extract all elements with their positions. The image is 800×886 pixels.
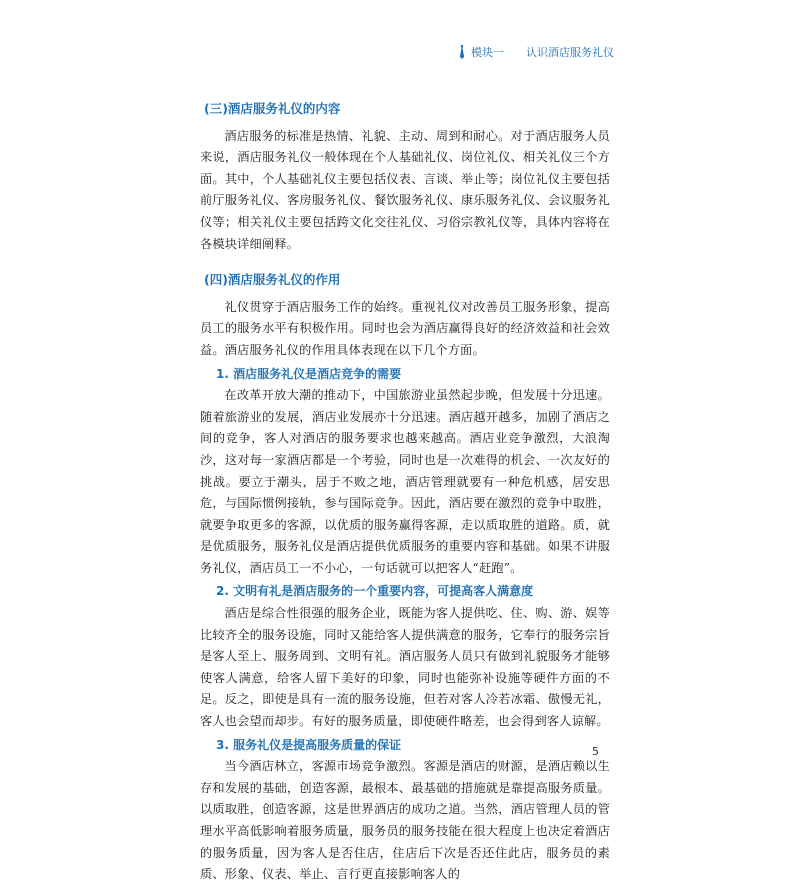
- subsection-3-paragraph: 当今酒店林立，客源市场竞争激烈。客源是酒店的财源，是酒店赖以生存和发展的基础，创造客源，最根本、最基础的措施就是靠提高服务质量。以质取胜，创造客源，这是世界酒店的成功之道。当然，酒店管理人员的管理水平高低影响着服务质量，服务员的服务技能在很大程度上也决定着酒店的服务质量，因为客人是否住店，住店后下次是否还住此店，服务员的素质、形象、仪表、举止、言行更直接影响客人的: [200, 759, 610, 882]
- section-3-paragraph: 酒店服务的标准是热情、礼貌、主动、周到和耐心。对于酒店服务人员来说，酒店服务礼仪一般体现在个人基础礼仪、岗位礼仪、相关礼仪三个方面。其中，个人基础礼仪主要包括仪表、言谈、举止等；岗位礼仪主要包括前厅服务礼仪、客房服务礼仪、餐饮服务礼仪、康乐服务礼仪、会议服务礼仪等；相关礼仪主要包括跨文化交往礼仪、习俗宗教礼仪等，具体内容将在各模块详细阐释。: [200, 128, 610, 251]
- page-body: [200, 90, 610, 886]
- tie-icon: [459, 45, 465, 59]
- section-4-paragraph: 礼仪贯穿于酒店服务工作的始终。重视礼仪对改善员工服务形象，提高员工的服务水平有积极作用。同时也会为酒店赢得良好的经济效益和社会效益。酒店服务礼仪的作用具体表现在以下几个方面。: [200, 299, 610, 357]
- section-heading-3: (三)酒店服务礼仪的内容: [204, 101, 341, 116]
- subsection-heading-3: 3. 服务礼仪是提高服务质量的保证: [216, 737, 402, 752]
- header-title: 认识酒店服务礼仪: [526, 46, 614, 59]
- section-heading-4: (四)酒店服务礼仪的作用: [204, 272, 341, 288]
- running-header: [459, 44, 614, 60]
- subsection-2-paragraph: 酒店是综合性很强的服务企业，既能为客人提供吃、住、购、游、娱等比较齐全的服务设施，同时又能给客人提供满意的服务，它奉行的服务宗旨是客人至上、服务周到、文明有礼。酒店服务人员只有做到礼貌服务才能够使客人满意，给客人留下美好的印象，同时也能弥补设施等硬件方面的不足。反之，即使是具有一流的服务设施，但若对客人冷若冰霜、傲慢无礼，客人也会望而却步。有好的服务质量，即使硬件略差，也会得到客人谅解。: [200, 606, 610, 729]
- header-module: 模块一: [471, 46, 504, 59]
- subsection-heading-2: 2. 文明有礼是酒店服务的一个重要内容，可提高客人满意度: [216, 584, 534, 599]
- subsection-heading-1: 1. 酒店服务礼仪是酒店竞争的需要: [216, 366, 402, 381]
- page-number: 5: [592, 745, 599, 758]
- subsection-1-paragraph: 在改革开放大潮的推动下，中国旅游业虽然起步晚，但发展十分迅速。随着旅游业的发展，酒店业发展亦十分迅速。酒店越开越多，加剧了酒店之间的竞争，客人对酒店的服务要求也越来越高。酒店业竞争激烈，大浪淘沙，这对每一家酒店都是一个考验，同时也是一次难得的机会、一次友好的挑战。要立于潮头，居于不败之地，酒店管理就要有一种危机感，居安思危，与国际惯例接轨，参与国际竞争。因此，酒店要在激烈的竞争中取胜，就要争取更多的客源，以优质的服务赢得客源，走以质取胜的道路。质，就是优质服务，服务礼仪是酒店提供优质服务的重要内容和基础。如果不讲服务礼仪，酒店员工一不小心，一句话就可以把客人“赶跑”。: [200, 388, 610, 575]
